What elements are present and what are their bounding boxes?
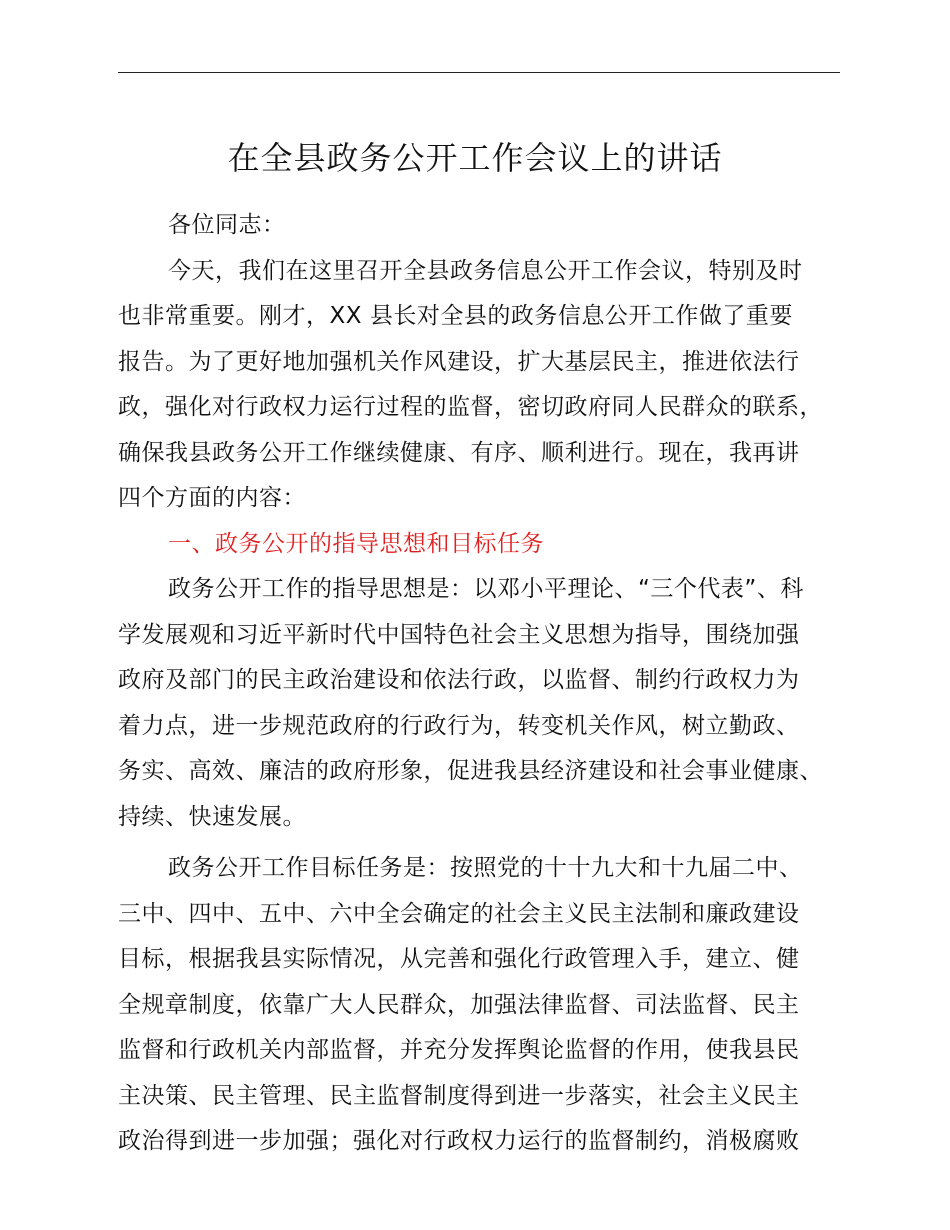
paragraph-line: 四个方面的内容： [118, 485, 306, 511]
paragraph-line: 目标，根据我县实际情况，从完善和强化行政管理入手，建立、健 [118, 946, 800, 972]
page-title: 在全县政务公开工作会议上的讲话 [227, 139, 723, 177]
top-rule [118, 72, 840, 73]
paragraph-line: 务实、高效、廉洁的政府形象，促进我县经济建设和社会事业健康、 [118, 758, 823, 784]
paragraph-line: 着力点，进一步规范政府的行政行为，转变机关作风，树立勤政、 [118, 712, 800, 739]
paragraph-line: 学发展观和习近平新时代中国特色社会主义思想为指导，围绕加强 [118, 621, 800, 648]
target-task-paragraph [118, 846, 858, 1165]
paragraph-line: 政府及部门的民主政治建设和依法行政，以监督、制约行政权力为 [118, 667, 800, 693]
paragraph-line: 今天，我们在这里召开全县政务信息公开工作会议，特别及时 [168, 257, 803, 284]
paragraph-line: 监督和行政机关内部监督，并充分发挥舆论监督的作用，使我县民 [118, 1037, 800, 1063]
paragraph-line: 主决策、民主管理、民主监督制度得到进一步落实，社会主义民主 [118, 1082, 800, 1109]
paragraph-line: 政务公开工作目标任务是：按照党的十十九大和十九届二中、 [168, 855, 803, 881]
paragraph-line: 政，强化对行政权力运行过程的监督，密切政府同人民群众的联系， [118, 394, 823, 420]
paragraph-line: 三中、四中、五中、六中全会确定的社会主义民主法制和廉政建设 [118, 900, 800, 927]
section-heading: 一、政务公开的指导思想和目标任务 [168, 530, 544, 557]
paragraph-line: 持续、快速发展。 [118, 803, 306, 830]
greeting: 各位同志： [168, 212, 286, 238]
paragraph-line: 全规章制度，依靠广大人民群众，加强法律监督、司法监督、民主 [118, 991, 800, 1018]
guiding-ideology-paragraph [118, 567, 858, 840]
paragraph-line: 政务公开工作的指导思想是：以邓小平理论、“三个代表”、科 [168, 576, 804, 602]
document-body [118, 203, 858, 1165]
intro-paragraph [118, 249, 858, 522]
paragraph-line: 确保我县政务公开工作继续健康、有序、顺利进行。现在，我再讲 [118, 439, 800, 466]
paragraph-line: 报告。为了更好地加强机关作风建设，扩大基层民主，推进依法行 [118, 348, 800, 375]
paragraph-line: 也非常重要。刚才，XX 县长对全县的政务信息公开工作做了重要 [118, 303, 793, 329]
paragraph-line: 政治得到进一步加强；强化对行政权力运行的监督制约，消极腐败 [118, 1128, 800, 1154]
